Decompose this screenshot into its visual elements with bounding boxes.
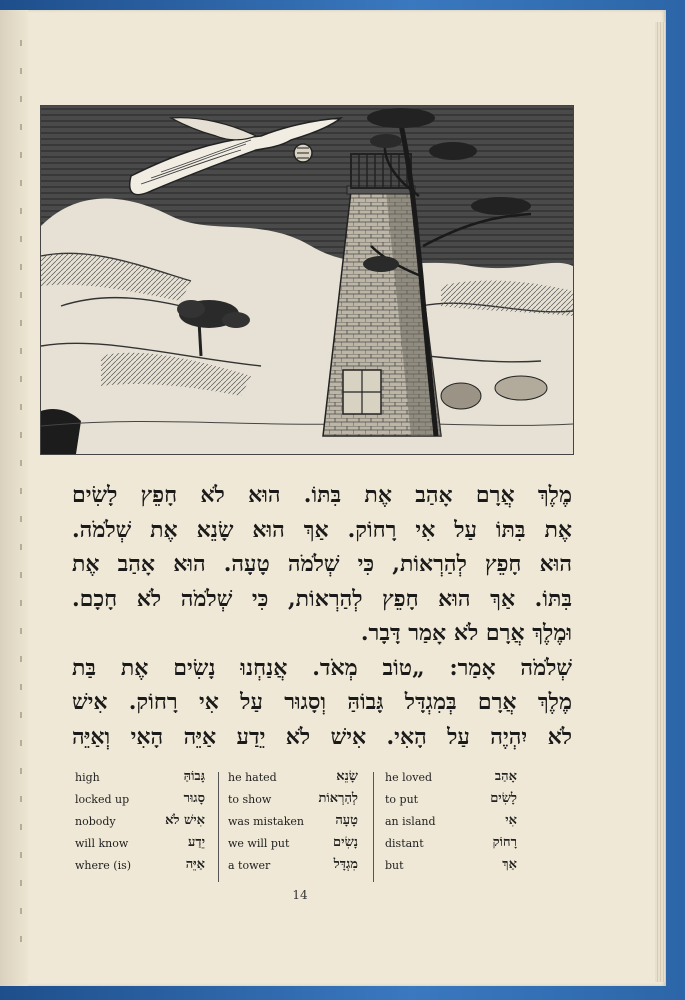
vocab-entry xyxy=(75,768,205,790)
story-text xyxy=(72,478,572,754)
vocab-entry xyxy=(228,834,358,856)
vocab-hebrew: אִישׁ לֹא xyxy=(165,813,205,828)
vocab-english: a tower xyxy=(228,859,271,872)
vocab-hebrew: נָשִׂים xyxy=(333,835,358,850)
vocab-english: to show xyxy=(228,793,272,806)
stitch-mark xyxy=(20,460,22,466)
vocab-entry xyxy=(75,812,205,834)
vocab-english: high xyxy=(75,771,100,784)
vocab-divider xyxy=(218,772,219,882)
vocab-hebrew: רָחוֹק xyxy=(492,835,517,850)
stitch-mark xyxy=(20,936,22,942)
vocab-english: he loved xyxy=(385,771,432,784)
stitch-mark xyxy=(20,600,22,606)
stitch-mark xyxy=(20,40,22,46)
stitch-mark xyxy=(20,880,22,886)
stitch-mark xyxy=(20,768,22,774)
vocab-entry xyxy=(75,790,205,812)
stitch-mark xyxy=(20,96,22,102)
text-line: מֶלֶךְ אֲרָם בְּמִגְדָּל גָּבוֹהַּ וְסָגוּר עַל אִי רָחוֹק. אִישׁ xyxy=(72,689,572,715)
text-line: אֶת בִּתּוֹ עַל אִי רָחוֹק. אַךְ הוּא שָׂנֵא אֶת שְׁלֹמֹה. xyxy=(72,516,572,543)
vocab-hebrew: יֵדַע xyxy=(187,835,205,850)
stitch-mark xyxy=(20,908,22,914)
text-line: לֹא יִהְיֶה עַל הָאִי. אִישׁ לֹא יֵדַע אַיֵּה הָאִי וְאַיֵּה xyxy=(72,723,572,750)
stitch-mark xyxy=(20,516,22,522)
vocab-hebrew: סָגוּר xyxy=(183,791,205,806)
vocab-entry xyxy=(385,812,517,834)
vocab-english: will know xyxy=(75,837,129,850)
stitch-mark xyxy=(20,208,22,214)
stitch-mark xyxy=(20,180,22,186)
stitch-mark xyxy=(20,124,22,130)
vocab-english: but xyxy=(385,859,404,872)
vocab-hebrew: שָׂנֵא xyxy=(336,769,358,784)
vocab-hebrew: אָהַב xyxy=(494,769,517,784)
stitch-mark xyxy=(20,320,22,326)
stitch-mark xyxy=(20,404,22,410)
text-line: בִּתּוֹ. אַךְ הוּא חָפֵץ לְהַרְאוֹת, כִּי שְׁלֹמֹה לֹא חָכָם. xyxy=(72,585,572,612)
illustration xyxy=(40,105,574,455)
vocab-entry xyxy=(228,812,358,834)
stitch-mark xyxy=(20,348,22,354)
vocab-english: he hated xyxy=(228,771,277,784)
stitch-mark xyxy=(20,740,22,746)
stitch-mark xyxy=(20,292,22,298)
vocab-hebrew: לְהַרְאוֹת xyxy=(318,791,358,806)
tower-island-illustration xyxy=(41,106,573,454)
text-line: וּמֶלֶךְ אֲרָם לֹא אָמַר דָּבָר. xyxy=(360,620,572,646)
vocab-entry xyxy=(385,790,517,812)
stitch-mark xyxy=(20,656,22,662)
stitch-mark xyxy=(20,488,22,494)
page-number: 14 xyxy=(292,888,308,902)
stitch-mark xyxy=(20,628,22,634)
stitch-mark xyxy=(20,264,22,270)
stitch-mark xyxy=(20,684,22,690)
vocab-english: nobody xyxy=(75,815,116,828)
text-line: הוּא חָפֵץ לְהַרְאוֹת, כִּי שְׁלֹמֹה טָעָה. הוּא אָהַב אֶת xyxy=(72,551,572,577)
vocab-entry xyxy=(75,856,205,878)
stitch-mark xyxy=(20,824,22,830)
stitch-mark xyxy=(20,236,22,242)
vocab-entry xyxy=(385,834,517,856)
vocab-hebrew: אַךְ xyxy=(502,857,517,872)
paragraph-2 xyxy=(72,651,572,755)
stitch-mark xyxy=(20,852,22,858)
vocab-english: was mistaken xyxy=(228,815,304,828)
stitch-mark xyxy=(20,152,22,158)
vocab-column-left xyxy=(75,768,205,880)
vocab-entry xyxy=(228,768,358,790)
vocab-english: locked up xyxy=(75,793,130,806)
vocab-hebrew: אִי xyxy=(505,813,517,828)
vocab-english: we will put xyxy=(228,837,290,850)
page-edge xyxy=(655,22,665,982)
vocab-column-middle xyxy=(228,768,358,880)
vocab-english: distant xyxy=(385,837,424,850)
vocab-english: where (is) xyxy=(75,859,132,872)
vocab-entry xyxy=(385,768,517,790)
page-gutter xyxy=(0,10,28,986)
vocab-english: an island xyxy=(385,815,436,828)
vocab-entry xyxy=(228,856,358,878)
vocab-entry xyxy=(385,856,517,878)
vocab-entry xyxy=(228,790,358,812)
vocab-hebrew: גָּבוֹהַּ xyxy=(183,769,205,784)
stitch-mark xyxy=(20,432,22,438)
stitch-mark xyxy=(20,544,22,550)
vocab-divider xyxy=(373,772,374,882)
paragraph-1 xyxy=(72,478,572,651)
stitch-mark xyxy=(20,376,22,382)
vocabulary-glossary xyxy=(75,768,520,886)
vocab-column-right xyxy=(385,768,517,880)
text-line: שְׁלֹמֹה אָמַר: „טוֹב מְאֹד. אֲנַחְנוּ נָשִׂים אֶת בַּת xyxy=(72,654,572,681)
stitch-mark xyxy=(20,572,22,578)
vocab-hebrew: מִגְדָּל xyxy=(333,857,358,872)
vocab-hebrew: טָעָה xyxy=(335,813,358,828)
text-line: מֶלֶךְ אֲרָם אָהַב אֶת בִּתּוֹ. הוּא לֹא חָפֵץ לָשִׂים xyxy=(72,482,572,508)
stitch-mark xyxy=(20,796,22,802)
vocab-hebrew: לָשִׂים xyxy=(490,791,517,806)
vocab-english: to put xyxy=(385,793,419,806)
vocab-hebrew: אַיֵּה xyxy=(185,857,205,872)
vocab-entry xyxy=(75,834,205,856)
stitch-mark xyxy=(20,68,22,74)
stitch-mark xyxy=(20,712,22,718)
